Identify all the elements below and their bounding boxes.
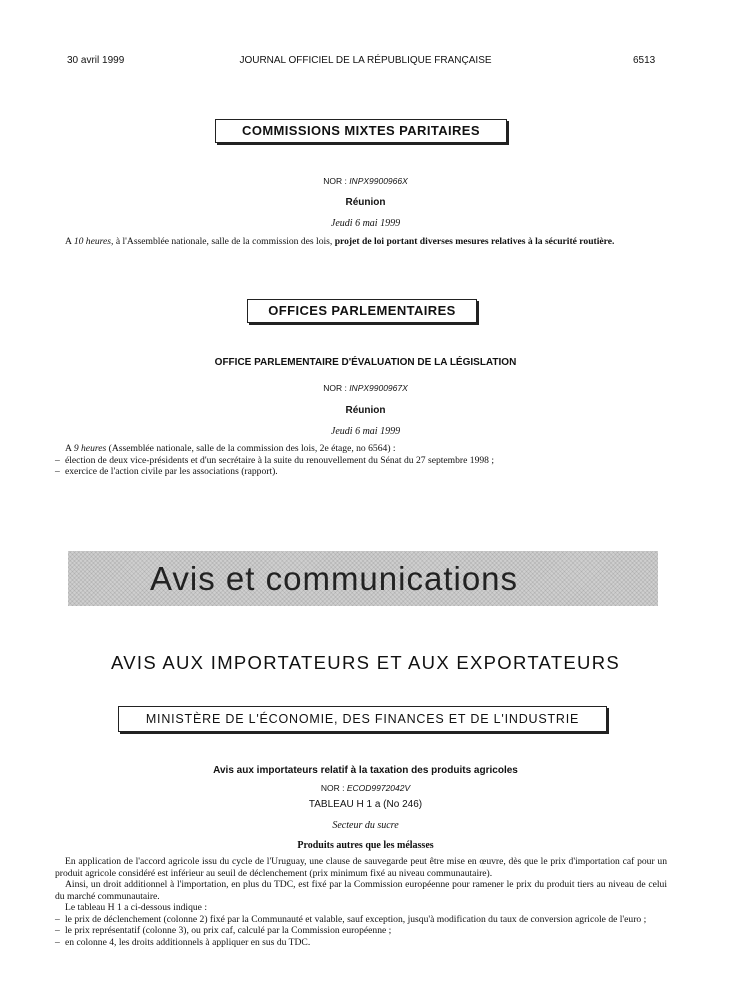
- nor-label: NOR :: [323, 383, 347, 393]
- nor-label: NOR :: [323, 176, 347, 186]
- avis-paragraph-3: Le tableau H 1 a ci-dessous indique :: [65, 902, 207, 913]
- cmp-time: 10 heures,: [73, 236, 114, 247]
- avis-paragraph-2: Ainsi, un droit additionnel à l'importation, en plus du TDC, est fixé par la Commission européenne pour ramener le prix du produit tiers au niveau de celui du marché communautaire.: [55, 879, 667, 902]
- tableau-label: TABLEAU H 1 a (No 246): [308, 799, 423, 810]
- avis-list-item: – le prix représentatif (colonne 3), ou prix caf, calculé par la Commission européenne ;: [55, 925, 392, 936]
- offices-nor: [0, 383, 731, 393]
- cmp-date: Jeudi 6 mai 1999: [330, 218, 401, 229]
- offices-agenda: [55, 443, 667, 478]
- section-title-cmp: COMMISSIONS MIXTES PARITAIRES: [215, 119, 507, 143]
- avis-communications-banner: [68, 551, 658, 606]
- avis-paragraph-1: En application de l'accord agricole issu du cycle de l'Uruguay, une clause de sauvegarde peut être mise en œuvre, dès que le prix d'importation caf pour un produit agricole considéré est inférieur au seuil de déclenchement (prix minimum fixé au niveau communautaire).: [55, 856, 667, 879]
- offices-date: Jeudi 6 mai 1999: [330, 426, 401, 437]
- cmp-reunion-heading: Réunion: [345, 197, 386, 208]
- header-page-number: 6513: [633, 55, 656, 66]
- avis-heading: AVIS AUX IMPORTATEURS ET AUX EXPORTATEURS: [110, 652, 621, 673]
- header-journal-title: JOURNAL OFFICIEL DE LA RÉPUBLIQUE FRANÇAISE: [239, 55, 492, 66]
- agenda-item: – élection de deux vice-présidents et d'un secrétaire à la suite du renouvellement du Sénat du 27 septembre 1998 ;: [55, 454, 495, 466]
- nor-label: NOR :: [320, 783, 345, 793]
- offices-agenda-intro: A 9 heures (Assemblée nationale, salle de la commission des lois, 2e étage, no 6564) :: [65, 443, 396, 454]
- produits-heading: Produits autres que les mélasses: [297, 840, 434, 851]
- offices-subtitle: OFFICE PARLEMENTAIRE D'ÉVALUATION DE LA LÉGISLATION: [214, 357, 517, 368]
- avis-title: Avis aux importateurs relatif à la taxation des produits agricoles: [213, 765, 518, 776]
- offices-time: 9 heures: [73, 443, 107, 454]
- nor-code: ECOD9972042V: [346, 783, 411, 793]
- section-title-offices: OFFICES PARLEMENTAIRES: [247, 299, 477, 323]
- offices-reunion-heading: Réunion: [345, 405, 386, 416]
- secteur-label: Secteur du sucre: [332, 820, 399, 831]
- agenda-item: – exercice de l'action civile par les associations (rapport).: [55, 466, 278, 477]
- nor-code: INPX9900966X: [349, 176, 408, 186]
- nor-code: INPX9900967X: [349, 383, 408, 393]
- cmp-paragraph: A 10 heures, à l'Assemblée nationale, salle de la commission des lois, projet de loi portant diverses mesures relatives à la sécurité routière.: [65, 236, 615, 247]
- cmp-nor: [0, 176, 731, 186]
- avis-list-item: – en colonne 4, les droits additionnels à appliquer en sus du TDC.: [55, 936, 311, 948]
- avis-list-item: – le prix de déclenchement (colonne 2) fixé par la Communauté et valable, sauf exception, jusqu'à modification du taux de conversion agricole de l'euro ;: [55, 913, 647, 925]
- ministry-box: MINISTÈRE DE L'ÉCONOMIE, DES FINANCES ET DE L'INDUSTRIE: [118, 706, 607, 732]
- avis-nor: [0, 783, 731, 793]
- avis-body: [55, 856, 667, 948]
- banner-title: Avis et communications: [150, 560, 519, 597]
- header-date: 30 avril 1999: [67, 55, 125, 66]
- cmp-bill-title: projet de loi portant diverses mesures relatives à la sécurité routière.: [334, 236, 615, 247]
